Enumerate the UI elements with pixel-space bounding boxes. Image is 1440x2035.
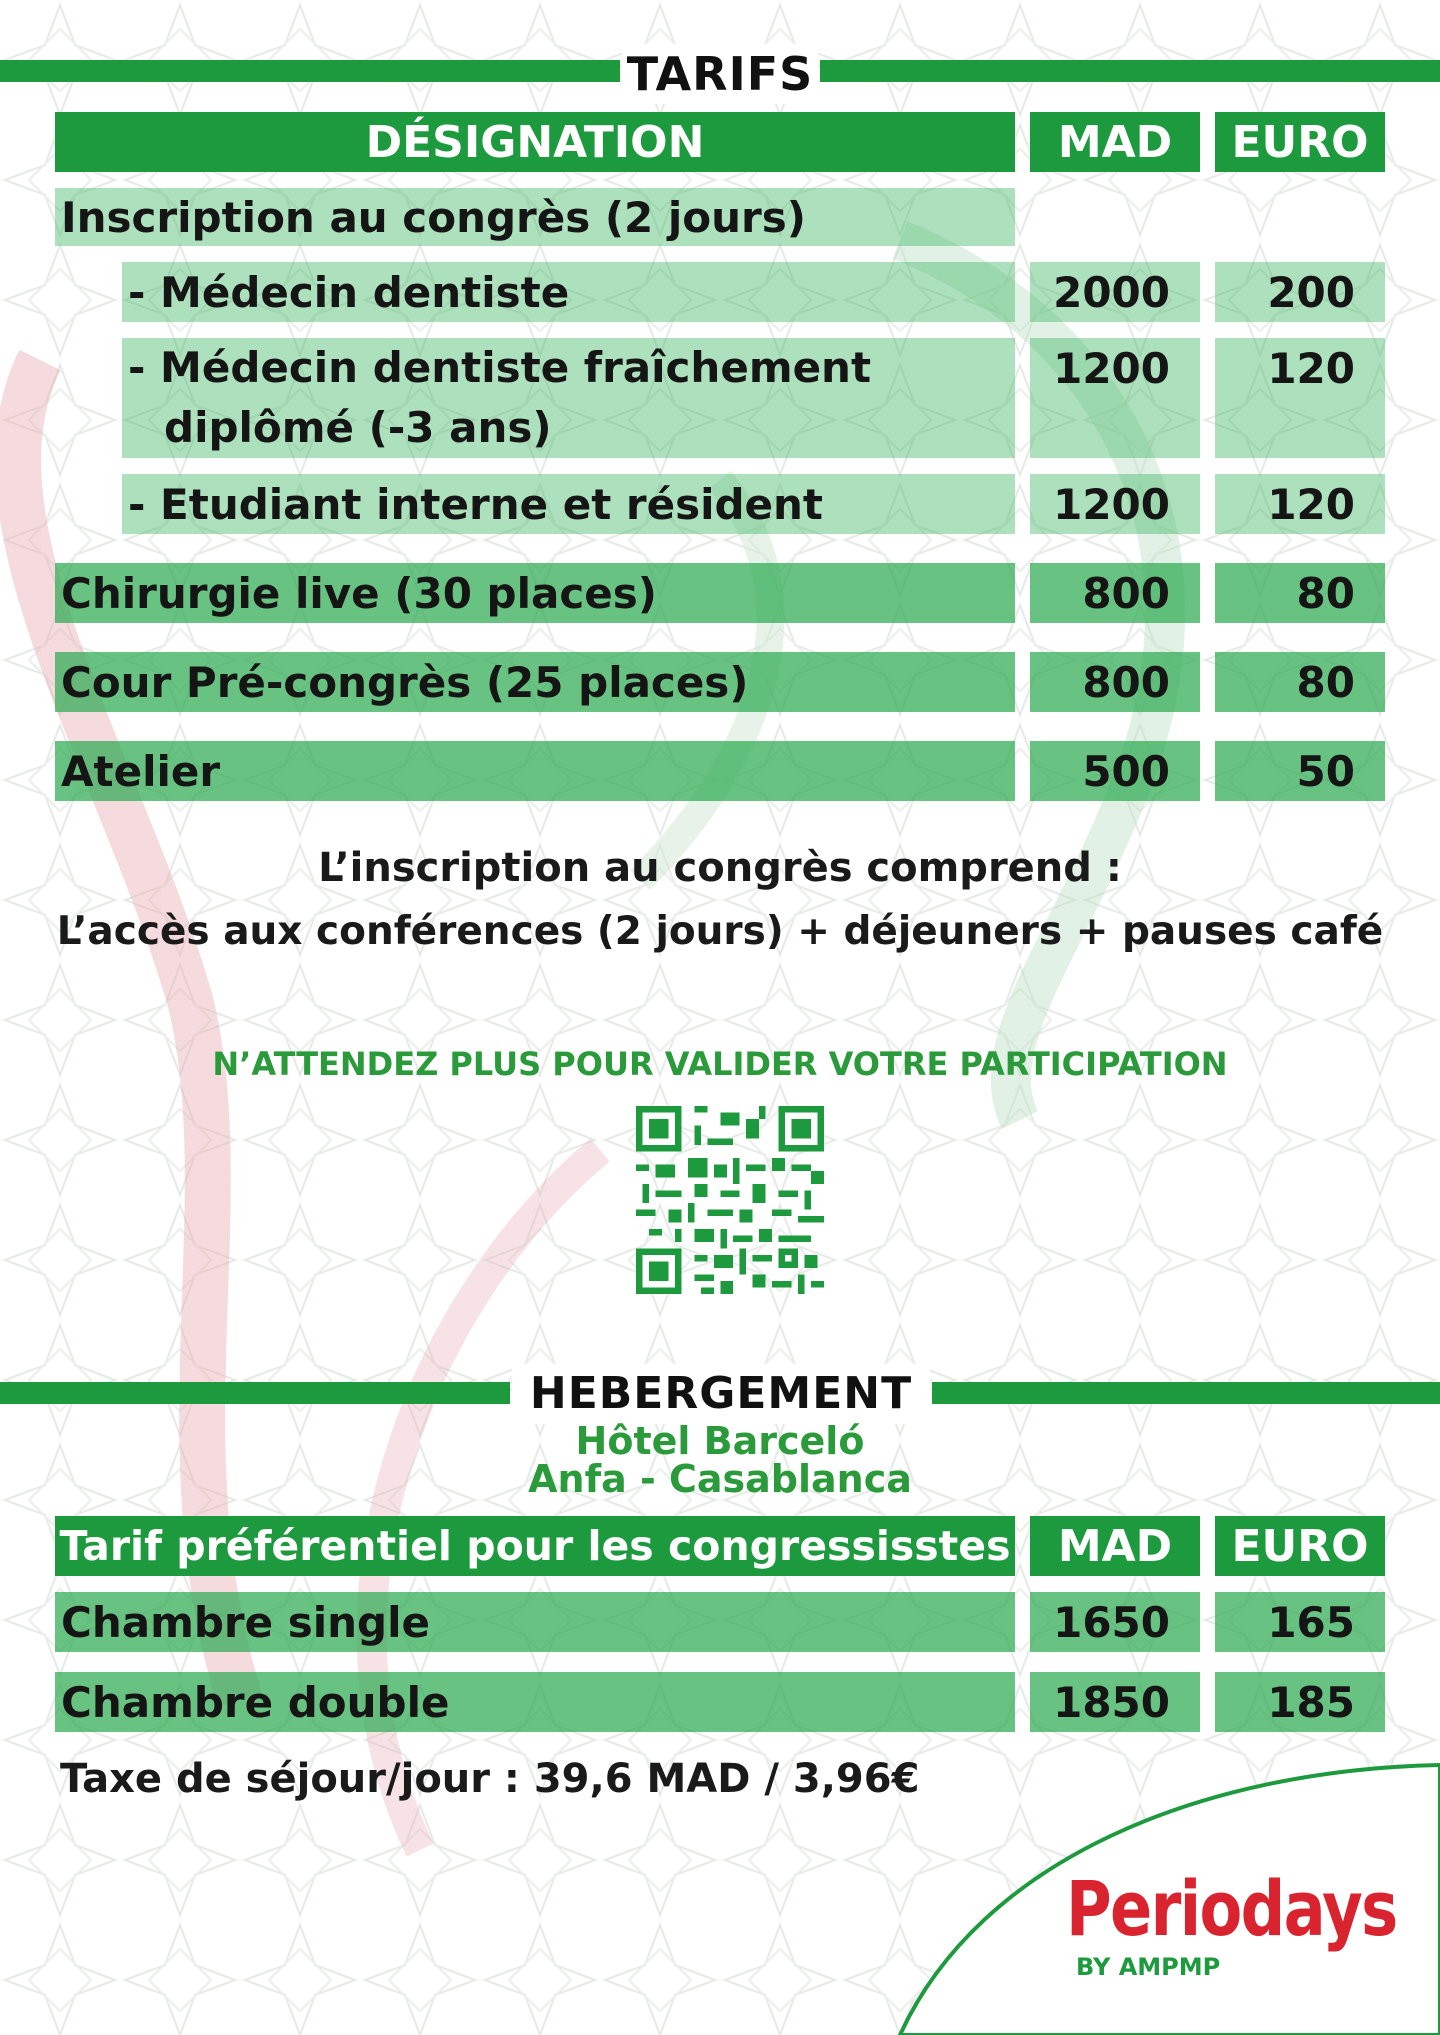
tarifs-rule-right: [820, 60, 1440, 82]
row-atelier-euro: 50: [1215, 741, 1385, 801]
hebergement-euro-header: EURO: [1215, 1516, 1385, 1576]
hebergement-mad-header: MAD: [1030, 1516, 1200, 1576]
tarif-preferentiel-header: Tarif préférentiel pour les congressisstes: [55, 1516, 1015, 1576]
hotel-location: Anfa - Casablanca: [528, 1457, 912, 1501]
brand-logo: Periodays: [1066, 1864, 1397, 1953]
includes-line-1: L’inscription au congrès comprend :: [318, 845, 1122, 891]
hebergement-rule-left: [0, 1382, 510, 1404]
row-fraichement-diplome-mad: 1200: [1030, 338, 1200, 458]
cta-text: N’ATTENDEZ PLUS POUR VALIDER VOTRE PARTICIPATION: [212, 1045, 1228, 1083]
row-medecin-dentiste-mad: 2000: [1030, 262, 1200, 322]
row-fraichement-diplome-label: [122, 338, 1015, 458]
row-cour-pre-congres-label: Cour Pré-congrès (25 places): [55, 652, 1015, 712]
hebergement-title: HEBERGEMENT: [512, 1364, 930, 1424]
row-chambre-double-mad: 1850: [1030, 1672, 1200, 1732]
row-chambre-single-mad: 1650: [1030, 1592, 1200, 1652]
tarifs-title: TARIFS: [622, 44, 818, 104]
euro-header: EURO: [1215, 112, 1385, 172]
row-chambre-single-euro: 165: [1215, 1592, 1385, 1652]
row-atelier-label: Atelier: [55, 741, 1015, 801]
row-atelier-mad: 500: [1030, 741, 1200, 801]
row-etudiant-label: - Etudiant interne et résident: [122, 474, 1015, 534]
tarifs-rule-left: [0, 60, 620, 82]
hotel-name: Hôtel Barceló: [575, 1419, 865, 1463]
inscription-label: Inscription au congrès (2 jours): [55, 188, 1015, 246]
mad-header: MAD: [1030, 112, 1200, 172]
row-chirurgie-live-mad: 800: [1030, 563, 1200, 623]
row-chirurgie-live-label: Chirurgie live (30 places): [55, 563, 1015, 623]
row-etudiant-mad: 1200: [1030, 474, 1200, 534]
hebergement-rule-right: [932, 1382, 1440, 1404]
row-chambre-double-label: Chambre double: [55, 1672, 1015, 1732]
tax-text: Taxe de séjour/jour : 39,6 MAD / 3,96€: [60, 1756, 920, 1802]
row-chirurgie-live-euro: 80: [1215, 563, 1385, 623]
row-etudiant-euro: 120: [1215, 474, 1385, 534]
row-medecin-dentiste-euro: 200: [1215, 262, 1385, 322]
row-fraichement-diplome-euro: 120: [1215, 338, 1385, 458]
row-cour-pre-congres-mad: 800: [1030, 652, 1200, 712]
row-chambre-single-label: Chambre single: [55, 1592, 1015, 1652]
qr-code[interactable]: [636, 1106, 824, 1294]
row-fraichement-diplome-line1: - Médecin dentiste fraîchement: [128, 343, 872, 392]
row-chambre-double-euro: 185: [1215, 1672, 1385, 1732]
row-cour-pre-congres-euro: 80: [1215, 652, 1385, 712]
designation-header: DÉSIGNATION: [55, 112, 1015, 172]
includes-line-2: L’accès aux conférences (2 jours) + déjeuners + pauses café: [56, 909, 1384, 954]
row-medecin-dentiste-label: - Médecin dentiste: [122, 262, 1015, 322]
brand-tagline: BY AMPMP: [1076, 1953, 1221, 1981]
row-fraichement-diplome-line2: diplômé (-3 ans): [164, 403, 552, 452]
